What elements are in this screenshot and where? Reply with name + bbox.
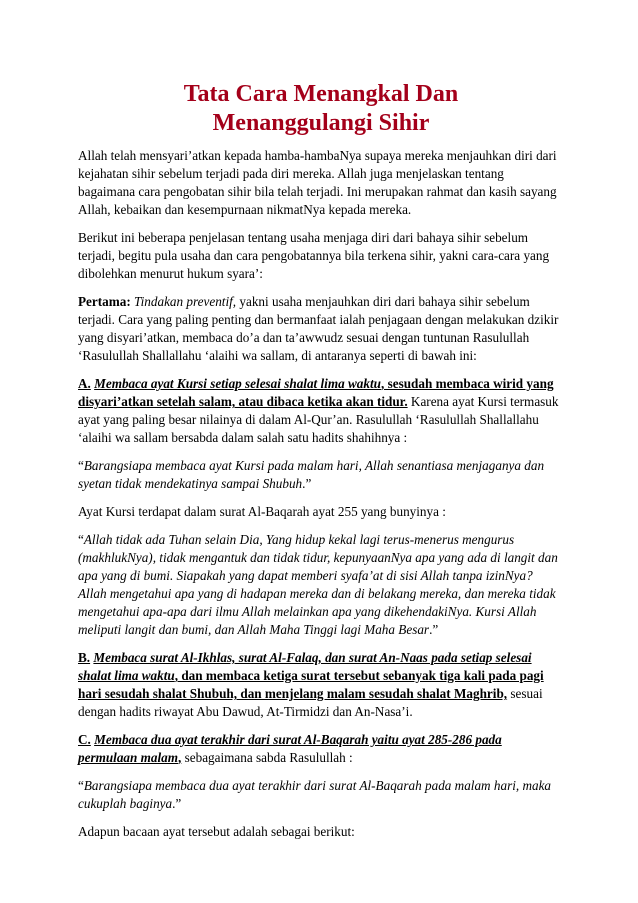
quote-3-close: .”: [172, 796, 182, 811]
section-a-italic: Membaca ayat Kursi setiap selesai shalat lima waktu: [94, 376, 381, 391]
page-title: [78, 80, 564, 138]
quote-3-text: Barangsiapa membaca dua ayat terakhir dari surat Al-Baqarah pada malam hari, maka cukuplah baginya: [78, 778, 552, 811]
closing-paragraph: Adapun bacaan ayat tersebut adalah sebagai berikut:: [78, 824, 355, 839]
first-point-label: Pertama:: [78, 294, 131, 309]
explanation-paragraph: Berikut ini beberapa penjelasan tentang usaha menjaga diri dari bahaya sihir sebelum terjadi, begitu pula usaha dan cara pengobatannya bila terkena sihir, yakni cara-cara yang dibolehkan menurut hukum syara’:: [78, 230, 550, 281]
section-c-text: sebagaimana sabda Rasulullah :: [181, 750, 353, 765]
section-c-italic: Membaca dua ayat terakhir dari surat Al-Baqarah yaitu ayat 285-286 pada permulaan malam: [78, 732, 502, 765]
quote-1-open: “: [78, 458, 84, 473]
section-b-label: B.: [78, 650, 91, 665]
quote-1-close: .”: [302, 476, 312, 491]
title-line-2: Menanggulangi Sihir: [212, 110, 430, 136]
first-point-text: yakni usaha menjauhkan diri dari bahaya sihir sebelum terjadi. Cara yang paling penting dan bermanfaat ialah penjagaan dengan melakukan dzikir yang disyari’atkan, membaca do’a dan ta’awwudz sesuai dengan tuntunan Rasulullah ‘Rasulullah Shallallahu ‘alaihi wa sallam, di antaranya seperti di bawah ini:: [78, 294, 559, 363]
first-point-italic: Tindakan preventif,: [134, 294, 237, 309]
section-b-text: sesuai dengan hadits riwayat Abu Dawud, At-Tirmidzi dan An-Nasa’i.: [78, 686, 543, 719]
intro-paragraph: Allah telah mensyari’atkan kepada hamba-hambaNya supaya mereka menjauhkan diri dari kejahatan sihir sebelum terjadi pada diri mereka. Allah juga menjelaskan tentang bagaimana cara pengobatan sihir bila telah terjadi. Ini merupakan rahmat dan kasih sayang Allah, kebaikan dan kesempurnaan nikmatNya kepada mereka.: [78, 148, 557, 217]
quote-3: [78, 777, 564, 813]
quote-2-close: .”: [429, 622, 439, 637]
quote-3-open: “: [78, 778, 84, 793]
quote-2-text: Allah tidak ada Tuhan selain Dia, Yang hidup kekal lagi terus-menerus mengurus (makhlukNya), tidak mengantuk dan tidak tidur, kepunyaanNya apa yang ada di langit dan apa yang di bumi. Siapakah yang dapat memberi syafa’at di sisi Allah tanpa izinNya? Allah mengetahui apa yang di hadapan mereka dan di belakang mereka, dan mereka tidak mengetahui apa-apa dari ilmu Allah melainkan apa yang dikehendakiNya. Kursi Allah meliputi langit dan bumi, dan Allah Maha Tinggi lagi Maha Besar: [78, 532, 558, 637]
section-c-paragraph: [78, 731, 564, 767]
section-c-bold: ,: [178, 750, 182, 765]
quote-2-open: “: [78, 532, 84, 547]
section-b-paragraph: [78, 649, 564, 721]
section-a-text: Karena ayat Kursi termasuk ayat yang paling besar nilainya di dalam Al-Qur’an. Rasulullah ‘Rasulullah Shallallahu ‘alaihi wa sallam bersabda dalam salah satu hadits shahihnya :: [78, 394, 559, 445]
section-a-label: A.: [78, 376, 91, 391]
first-point-paragraph: [78, 293, 564, 365]
section-a-bold: , sesudah membaca wirid yang disyari’atkan setelah salam, atau dibaca ketika akan tidur.: [78, 376, 554, 409]
title-line-1: Tata Cara Menangkal Dan: [183, 81, 459, 107]
quote-2: [78, 531, 564, 639]
section-c-label: C.: [78, 732, 91, 747]
document-page: [78, 80, 564, 851]
section-a-paragraph: [78, 375, 564, 447]
section-b-bold: , dan membaca ketiga surat tersebut sebanyak tiga kali pada pagi hari sesudah shalat Shubuh, dan menjelang malam sesudah shalat Maghrib,: [78, 668, 544, 701]
quote-1-text: Barangsiapa membaca ayat Kursi pada malam hari, Allah senantiasa menjaganya dan syetan tidak mendekatinya sampai Shubuh: [78, 458, 545, 491]
section-b-italic: Membaca surat Al-Ikhlas, surat Al-Falaq, dan surat An-Naas pada setiap selesai shalat lima waktu: [78, 650, 532, 683]
quote-1: [78, 457, 564, 493]
ayat-kursi-paragraph: Ayat Kursi terdapat dalam surat Al-Baqarah ayat 255 yang bunyinya :: [78, 504, 446, 519]
